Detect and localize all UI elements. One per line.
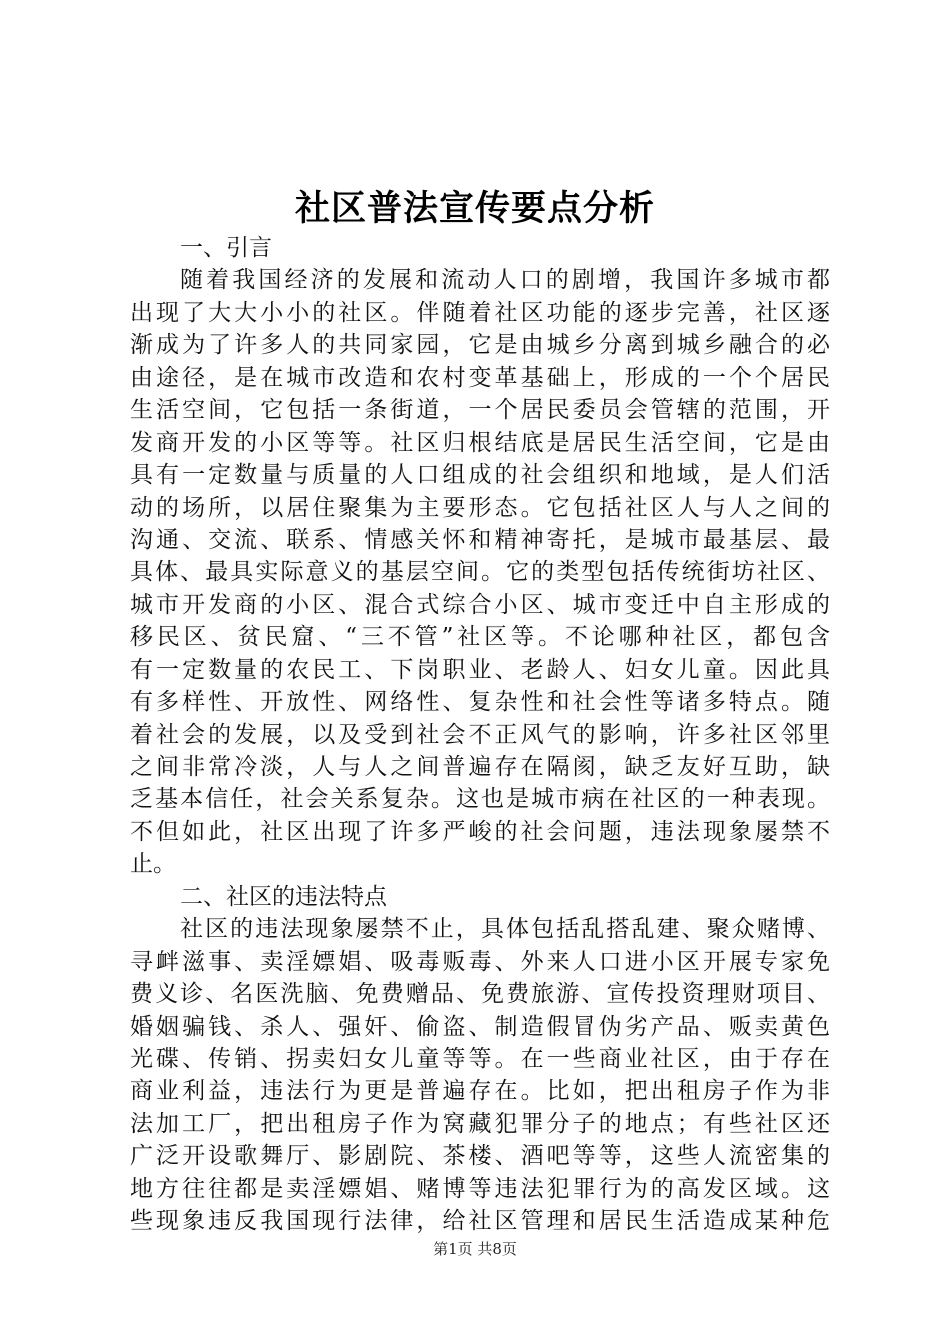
text-line: 渐成为了许多人的共同家园，它是由城乡分离到城乡融合的必 [130, 332, 830, 359]
text-line: 发商开发的小区等等。社区归根结底是居民生活空间，它是由 [130, 429, 830, 456]
text-line: 由途径，是在城市改造和农村变革基础上，形成的一个个居民 [130, 364, 830, 391]
text-line: 具有一定数量与质量的人口组成的社会组织和地域，是人们活 [130, 462, 830, 489]
text-line: 止。 [130, 851, 176, 878]
text-line: 移民区、贫民窟、“三不管”社区等。不论哪种社区，都包含 [130, 624, 830, 651]
text-line: 商业利益，违法行为更是普遍存在。比如，把出租房子作为非 [130, 1078, 830, 1105]
text-line: 寻衅滋事、卖淫嫖娼、吸毒贩毒、外来人口进小区开展专家免 [130, 948, 830, 975]
text-line: 之间非常冷淡，人与人之间普遍存在隔阂，缺乏友好互助，缺 [130, 754, 830, 780]
text-line: 生活空间，它包括一条街道，一个居民委员会管辖的范围，开 [130, 397, 830, 424]
text-line: 随着我国经济的发展和流动人口的剧增，我国许多城市都 [180, 267, 830, 294]
text-line: 有一定数量的农民工、下岗职业、老龄人、妇女儿童。因此具 [130, 656, 830, 683]
text-line: 不但如此，社区出现了许多严峻的社会问题，违法现象屡禁不 [130, 818, 830, 845]
text-line: 着社会的发展，以及受到社会不正风气的影响，许多社区邻里 [130, 721, 830, 748]
section-heading: 一、引言 [180, 235, 272, 261]
text-line: 动的场所，以居住聚集为主要形态。它包括社区人与人之间的 [130, 494, 830, 521]
text-line: 费义诊、名医洗脑、免费赠品、免费旅游、宣传投资理财项目、 [130, 981, 830, 1008]
text-line: 城市开发商的小区、混合式综合小区、城市变迁中自主形成的 [130, 591, 830, 618]
text-line: 有多样性、开放性、网络性、复杂性和社会性等诸多特点。随 [130, 689, 830, 716]
text-line: 沟通、交流、联系、情感关怀和精神寄托，是城市最基层、最 [130, 526, 830, 553]
text-line: 光碟、传销、拐卖妇女儿童等等。在一些商业社区，由于存在 [130, 1045, 830, 1072]
text-line: 广泛开设歌舞厅、影剧院、茶楼、酒吧等等，这些人流密集的 [130, 1143, 830, 1170]
text-line: 法加工厂，把出租房子作为窝藏犯罪分子的地点；有些社区还 [130, 1110, 830, 1137]
text-line: 社区的违法现象屡禁不止，具体包括乱搭乱建、聚众赌博、 [180, 916, 830, 943]
document-title: 社区普法宣传要点分析 [294, 188, 655, 229]
text-line: 出现了大大小小的社区。伴随着社区功能的逐步完善，社区逐 [130, 299, 830, 326]
document-body [130, 232, 830, 1238]
text-line: 地方往往都是卖淫嫖娼、赌博等违法犯罪行为的高发区域。这 [130, 1175, 830, 1202]
page-footer: 第1页 共8页 [433, 1240, 517, 1258]
text-line: 些现象违反我国现行法律，给社区管理和居民生活造成某种危 [130, 1208, 830, 1235]
section-heading: 二、社区的违法特点 [180, 883, 387, 910]
text-line: 婚姻骗钱、杀人、强奸、偷盗、制造假冒伪劣产品、贩卖黄色 [130, 1013, 830, 1040]
text-line: 具体、最具实际意义的基层空间。它的类型包括传统街坊社区、 [130, 559, 830, 586]
text-line: 乏基本信任，社会关系复杂。这也是城市病在社区的一种表现。 [130, 786, 830, 813]
